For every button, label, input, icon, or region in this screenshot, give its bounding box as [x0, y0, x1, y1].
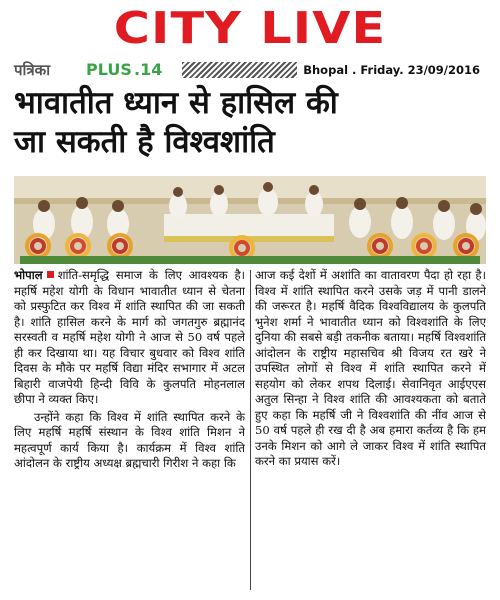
column-divider: [250, 270, 251, 590]
masthead-title: CITY LIVE: [113, 3, 387, 54]
dateline: भोपाल: [14, 268, 43, 282]
headline-line-2: जा सकती है विश्वशांति: [14, 124, 275, 160]
article-column-right: [255, 268, 486, 594]
headline: [14, 84, 486, 162]
dateline-square-icon: [47, 271, 54, 278]
edition-bar: [182, 62, 486, 78]
subhead: [14, 60, 486, 80]
headline-line-1: भावातीत ध्यान से हासिल की: [14, 85, 338, 121]
event-photo-illustration: [14, 176, 486, 264]
article-body: [14, 268, 486, 594]
edition-text: Bhopal . Friday. 23/09/2016: [297, 62, 486, 78]
brand-name: पत्रिका: [14, 61, 51, 79]
brand-number: .14: [134, 60, 163, 79]
article-paragraph-1-text: शांति-समृद्धि समाज के लिए आवश्यक है। महर्षि महेश योगी के विधान भावातीत ध्यान से चेतना को प्रस्फुटित कर विश्व में शांति स्थापित की जा सकती है। शांति हासिल करने के मार्ग को जगतगुरु ब्रह्मानंद सरस्वती व महर्षि महेश योगी ने आज से 50 वर्ष पहले ही कर दिखाया था। यह विचार बुधवार को विश्व शांति दिवस के मौके पर महर्षि विद्या मंदिर सभागार में अटल बिहारी वाजपेयी हिन्दी विवि के कुलपति मोहनलाल छीपा ने व्यक्त किए।: [14, 268, 245, 406]
masthead: [0, 0, 500, 58]
article-paragraph-3: आज कई देशों में अशांति का वातावरण पैदा हो रहा है। विश्व में शांति स्थापित करने उसके जड़ में पानी डालने की जरूरत है। महर्षि वैदिक विश्वविद्यालय के कुलपति भुनेश शर्मा ने भावातीत ध्यान को विश्वशांति के लिए दुनिया की सबसे बड़ी तकनीक बताया। महर्षि विश्वशांति आंदोलन के राष्ट्रीय महासचिव श्री विजय रत खरे ने उपस्थित लोगों से विश्व में शांति स्थापित करने में सहयोग को लेकर शपथ दिलाई। सेवानिवृत आईएएस अतुल सिन्हा ने विश्व शांति की आवश्यकता को बताते हुए कहा कि महर्षि जी ने विश्वशांति की नींव आज से 50 वर्ष पहले ही रख दी है अब हमारा कर्तव्य है कि हम उनके मिशन को आगे ले जाकर विश्व में शांति स्थापित करने का प्रयास करें।: [255, 268, 486, 468]
event-photo: [14, 176, 486, 264]
article-paragraph-1: [14, 268, 245, 408]
article-column-left: [14, 268, 245, 594]
brand-plus: PLUS: [86, 60, 132, 79]
article-paragraph-2: उन्होंने कहा कि विश्व में शांति स्थापित करने के लिए महर्षि महर्षि संस्थान के विश्व शांति मिशन ने महत्वपूर्ण कार्य किया है। कार्यक्रम में विश्व शांति आंदोलन के राष्ट्रीय अध्यक्ष ब्रह्मचारी गिरीश ने कहा कि: [14, 409, 245, 470]
